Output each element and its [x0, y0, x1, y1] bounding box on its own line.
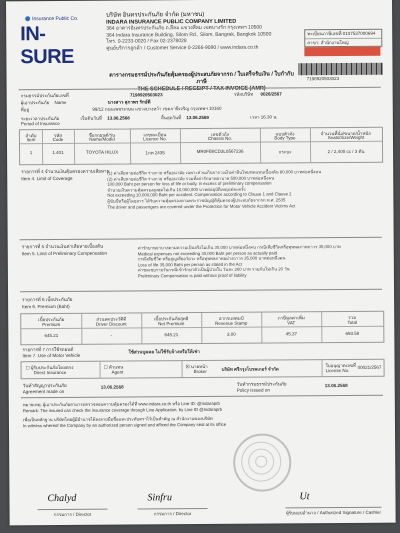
header-red-bar: [304, 47, 380, 57]
company-service: ศูนย์บริการลูกค้า / Customer Service 0-2266-9090 / www.indara.co.th: [106, 44, 259, 52]
company-info: [106, 11, 306, 51]
stamp-value: 3.00: [226, 331, 236, 337]
director-signature-1: Chalyd: [47, 492, 77, 505]
company-phone: โทร. 0-2233-0020 / Fax 02-2378028: [106, 38, 187, 45]
agreement-date: 13.06.2568: [100, 384, 124, 390]
license-number: 00021/2567: [357, 364, 382, 370]
authorized-signature: Ut: [299, 491, 310, 503]
coverage-label-en: Item 4. Limit of Coverage: [21, 175, 73, 182]
vehicle-plate: 1กท 2435: [145, 150, 165, 156]
logo-tagline: Insurance Public Co.: [32, 15, 79, 23]
policy-document: Insurance Public Co. IN-SURE บริษัท อินทรประกันภัย จำกัด (มหาชน) INDARA INSURANCE PUBLIC COMPANY LIMITED 364 อาคารอินทรประกันภัย ถ.สีลม แขวงสีลม เขตบางรัก กรุงเทพฯ 10500 364 Indara Insurance Building, Silom Rd., Silom, Bangrak, Bangkok 10500 โทร. 0-2233-0020 / Fax 02-2378028 ศูนย์บริการลูกค้า / Customer Service 0-2266-9090 / www.indara.co.th ทะเบียนภาษีเลขที่ 0107537000694 สาขา: สำนักงานใหญ่ 7198920503023 ตารางกรมธรรม์ประกันภัยคุ้มครองผู้ประสบภัยจากรถ / ใบเสร็จรับเงิน / ใบกำกับภาษี THE SCHEDULE / RECEIPT / TAX INVOICE (AMR) กรมธรรม์ประกันภัยเลขที่ 7198920503023 รหัสบริษัท 0026/2567 ผู้เอาประกันภัย Name นางสาว สุภาพร รักษ์ดี ที่อยู่ 99/12 ถนนเพชรเกษม แขวงบางหว้า เขตภาษีเจริญ กรุงเทพฯ 10160 ระยะเวลาประกันภัย เริ่มต้นวันที่ 13.06.2568 สิ้นสุดวันที่ 13.06.2569 เวลา 16.30 น. Period of Insurance ลำดับ รหัส ชื่อรถยนต์/รุ่น เลขทะเบียน เลขตัวถัง แบบตัวถัง จำนวนที่นั่ง/ขนาด/น้ำหนัก Item Code Name/Model Licence No. Chassis No. Body Type Seats/Size/Weight 1 1.401 TOYOTA HILUX 1กท 2435 MR0FB8CD3L0567236 กระบะ 2 / 2,400 cc / 3 ตัน รายการที่ 4 จำนวนเงินคุ้มครองความเสียหาย Item 4. Limit of Coverage (1) ค่าเสียหายต่อชีวิต ร่างกาย หรืออนามัย เฉพาะส่วนเกินจากวงเงินค่าสินไหมทดแทนเบื้องต้น 80,000 บาทต่อหนึ่งคน (2) ค่าเสียหายต่อชีวิต ร่างกาย หรืออนามัย รวมทั้งค่ารักษาพยาบาล 500,000 บาทต่อหนึ่งคน 100,000 Baht per person for loss of life or body, in excess of preliminary compensation จำนวนเงินความคุ้มครองสูงสุดไม่เกิน 10,000,000 บาทต่ออุบัติเหตุแต่ละครั้ง Not exceeding 10,000,000 Baht per accident. Compensation according to Clause 1 and Clause 2 ผู้ขับขี่หรือผู้โดยสาร ได้รับความคุ้มครองตามพระราชบัญญัติคุ้มครองผู้ประสบภัยจากรถ พ.ศ. 2535 The driver and passengers are covered under the Protection for Motor Vehicle Accident Victims Act รายการที่ 5 จำนวนเงินค่าเสียหายเบื้องต้น Item 5. Limit of Preliminary Compensation ค่ารักษาพยาบาลตามความเป็นจริงไม่เกิน 30,000 บาทต่อหนึ่งคน กรณีเสียชีวิตหรือทุพพลภาพถาวร 35,000 บาท Medical expenses not exceeding 30,000 Baht per person as actually paid กรณีเสียชีวิต หรือสูญเสียอวัยวะ หรือทุพพลภาพอย่างถาวร 35,000 บาทต่อหนึ่งคน Loss of life 35,000 Baht per person as stated in the Act ค่าชดเชยรายวันกรณีเข้ารักษาตัวเป็นผู้ป่วยใน วันละ 200 บาท รวมกันไม่เกิน 20 วัน Preliminary Compensation is paid without proof of liability รายการที่ 6 เบี้ยประกันภัย Item 6. Premium (Baht) เบี้ยประกันภัย ส่วนลดประวัติดี เบี้ยประกันภัยสุทธิ อากรแสตมป์ ภาษีมูลค่าเพิ่ม รวม Premium Driver Discount Net Premium Revenue Stamp VAT Total 645.21 - 645.21 3.00 45.37 693.58 รายการที่ 7 การใช้รถยนต์ Item 7. Use of Motor Vehicle ใช้ส่วนบุคคล ไม่ใช้รับจ้างหรือให้เช่า ☐ ผู้รับประกันภัยโดยตรง Direct Insurance ☐ ตัวแทน Agent ☒ นายหน้า Broker บริษัท ศรีกรุงโบรคเกอร์ จำกัด ใบอนุญาตเลขที่ License No. 00021/2567 วันทำสัญญาประกันภัย Agreement made on 13.06.2568 วันทำกรมธรรม์ประกันภัย Policy issued on 13.06.2568 หมายเหตุ: ผู้เอาประกันภัยสามารถตรวจสอบความคุ้มครองได้ที่ www.indara.co.th หรือ Line ID: @Indaraprb Remark: The insured can check the insurance coverage through Line Application, by Line ID @Indaraprb เพื่อเป็นหลักฐาน บริษัทโดยผู้มีอำนาจได้ลงลายมือชื่อและประทับตราไว้เป็นสำคัญ ณ สำนักงานของบริษัท In witness whereof the Company by an authorized person signed and affixed the Company seal at its office Chalyd กรรมการ / Director Sinfru กรรมการ / Director Ut ผู้รับมอบอำนาจ / Authorized Signature / Cashier: [6, 0, 396, 525]
witness-en: In witness whereof the Company by an authorized person signed and affixed the Company seal at its office: [22, 421, 227, 429]
policy-number-row: กรมธรรม์ประกันภัยเลขที่ 7198920503023 รหัสบริษัท 0026/2567: [20, 91, 282, 99]
issued-date: 13.06.2568: [324, 382, 348, 389]
vehicle-item: 1: [29, 150, 33, 156]
broker-name: บริษัท ศรีกรุงโบรคเกอร์ จำกัด: [221, 366, 279, 372]
insured-row: ผู้เอาประกันภัย Name นางสาว สุภาพร รักษ์ดี: [20, 99, 151, 106]
premium-value: 645.21: [44, 332, 59, 339]
vehicle-body: กระบะ: [278, 149, 292, 155]
company-name-th: บริษัท อินทรประกันภัย จำกัด (มหาชน): [106, 11, 205, 19]
agent-table: ☐ ผู้รับประกันภัยโดยตรง Direct Insurance ☐ ตัวแทน Agent ☒ นายหน้า Broker บริษัท ศรีกรุงโบรคเกอร์ จำกัด ใบอนุญาตเลขที่ License No. 00021/2567: [21, 359, 385, 380]
divider: [20, 237, 382, 241]
agent-checkbox: ☐ ตัวแทน: [103, 364, 124, 370]
authorized-label: ผู้รับมอบอำนาจ / Authorized Signature / Cashier: [286, 509, 382, 516]
period-label-en: Period of Insurance: [20, 120, 60, 127]
insured-address: 99/12 ถนนเพชรเกษม แขวงบางหว้า เขตภาษีเจริญ กรุงเทพฯ 10160: [92, 105, 222, 112]
address-row: ที่อยู่ 99/12 ถนนเพชรเกษม แขวงบางหว้า เขตภาษีเจริญ กรุงเทพฯ 10160: [20, 105, 222, 113]
divider: [20, 289, 382, 293]
vehicle-code: 1.401: [52, 149, 64, 156]
witness-th: เพื่อเป็นหลักฐาน บริษัทโดยผู้มีอำนาจได้ลงลายมือชื่อและประทับตราไว้เป็นสำคัญ ณ สำนักงานของบริษัท: [22, 415, 213, 423]
premium-label-en: Item 6. Premium (Baht): [22, 303, 70, 310]
director-signature-2: Sinfru: [147, 492, 172, 504]
barcode-number: 7198920503023: [306, 76, 340, 82]
preliminary-text: ค่ารักษาพยาบาลตามความเป็นจริงไม่เกิน 30,000 บาทต่อหนึ่งคน กรณีเสียชีวิตหรือทุพพลภาพถาวร 35,000 บาท Medical expenses not exceeding 30,000 Baht per person as actually paid กรณีเสียชีวิต หรือสูญเสียอวัยวะ หรือทุพพลภาพอย่างถาวร 35,000 บาทต่อหนึ่งคน Loss of life 35,000 Baht per person as stated in the Act ค่าชดเชยรายวันกรณีเข้ารักษาตัวเป็นผู้ป่วยใน วันละ 200 บาท รวมกันไม่เกิน 20 วัน Preliminary Compensation is paid without proof of liability: [137, 244, 341, 279]
company-name-en: INDARA INSURANCE PUBLIC COMPANY LIMITED: [106, 18, 237, 26]
use-value: ใช้ส่วนบุคคล ไม่ใช้รับจ้างหรือให้เช่า: [128, 349, 200, 355]
period-to: 13.06.2569: [186, 114, 209, 121]
director-label-2: กรรมการ / Director: [153, 511, 192, 517]
vehicle-model: TOYOTA HILUX: [85, 149, 119, 155]
tax-registration-box: [304, 29, 382, 48]
premium-table: เบี้ยประกันภัย ส่วนลดประวัติดี เบี้ยประกันภัยสุทธิ อากรแสตมป์ ภาษีมูลค่าเพิ่ม รวม Premium Driver Discount Net Premium Revenue Stamp VAT Total 645.21 - 645.21 3.00 45.37 693.58: [20, 311, 384, 346]
coverage-label: รายการที่ 4 จำนวนเงินคุ้มครองความเสียหาย: [21, 168, 110, 175]
vat-value: 45.37: [285, 331, 297, 337]
company-seal: [233, 433, 291, 491]
insured-name: นางสาว สุภาพร รักษ์ดี: [107, 99, 151, 105]
title-th: ตารางกรมธรรม์ประกันภัยคุ้มครองผู้ประสบภัยจากรถ / ใบเสร็จรับเงิน / ใบกำกับภาษี: [109, 71, 294, 86]
use-label: รายการที่ 7 การใช้รถยนต์: [22, 346, 74, 353]
preliminary-label-en: Item 5. Limit of Preliminary Compensation: [21, 250, 108, 257]
vehicle-table: ลำดับ รหัส ชื่อรถยนต์/รุ่น เลขทะเบียน เลขตัวถัง แบบตัวถัง จำนวนที่นั่ง/ขนาด/น้ำหนัก Item Code Name/Model Licence No. Chassis No. Body Type Seats/Size/Weight 1 1.401 TOYOTA HILUX 1กท 2435 MR0FB8CD3L0567236 กระบะ 2 / 2,400 cc / 3 ตัน: [19, 127, 383, 166]
company-logo: [20, 15, 98, 69]
net-premium-value: 645.21: [164, 332, 179, 338]
logo-text: IN-SURE: [20, 23, 75, 69]
vehicle-seats: 2 / 2,400 cc / 3 ตัน: [327, 148, 365, 155]
title-en: THE SCHEDULE / RECEIPT / TAX INVOICE (AMR): [137, 85, 266, 93]
tax-id: ทะเบียนภาษีเลขที่ 0107537000694: [305, 30, 381, 40]
company-address-en: 364 Indara Insurance Building, Silom Rd., Silom, Bangrak, Bangkok 10500: [106, 30, 272, 39]
company-address-th: 364 อาคารอินทรประกันภัย ถ.สีลม แขวงสีลม เขตบางรัก กรุงเทพฯ 10500: [106, 24, 262, 32]
logo-mark-icon: [25, 16, 30, 21]
use-label-en: Item 7. Use of Motor Vehicle: [22, 352, 81, 359]
vehicle-chassis: MR0FB8CD3L0567236: [196, 148, 244, 155]
barcode: [298, 63, 382, 76]
direct-checkbox: ☐ ผู้รับประกันภัยโดยตรง: [25, 364, 74, 371]
branch: สาขา: สำนักงานใหญ่: [305, 39, 381, 49]
total-value: 693.58: [345, 330, 360, 336]
discount-value: -: [110, 332, 113, 338]
premium-label: รายการที่ 6 เบี้ยประกันภัย: [22, 296, 73, 303]
director-label-1: กรรมการ / Director: [53, 511, 92, 518]
period-from: 13.06.2568: [107, 115, 130, 121]
coverage-text: (1) ค่าเสียหายต่อชีวิต ร่างกาย หรืออนามัย เฉพาะส่วนเกินจากวงเงินค่าสินไหมทดแทนเบื้องต้น 80,000 บาทต่อหนึ่งคน (2) ค่าเสียหายต่อชีวิต ร่างกาย หรืออนามัย รวมทั้งค่ารักษาพยาบาล 500,000 บาทต่อหนึ่งคน 100,000 Baht per person for loss of life or body, in excess of preliminary compensation จำนวนเงินความคุ้มครองสูงสุดไม่เกิน 10,000,000 บาทต่ออุบัติเหตุแต่ละครั้ง Not exceeding 10,000,000 Baht per accident. Compensation according to Clause 1 and Clause 2 ผู้ขับขี่หรือผู้โดยสาร ได้รับความคุ้มครองตามพระราชบัญญัติคุ้มครองผู้ประสบภัยจากรถ พ.ศ. 2535 The driver and passengers are covered under the Protection for Motor Vehicle Accident Victims Act: [107, 169, 322, 210]
period-row: ระยะเวลาประกันภัย เริ่มต้นวันที่ 13.06.2568 สิ้นสุดวันที่ 13.06.2569 เวลา 16.30 น.: [20, 114, 278, 122]
remark-en: Remark: The insured can check the insurance coverage through Line Application, by Line ID @Indaraprb: [22, 406, 223, 414]
policy-number: 7198920503023: [130, 92, 163, 98]
preliminary-label: รายการที่ 5 จำนวนเงินค่าเสียหายเบื้องต้น: [21, 243, 104, 250]
broker-checkbox: ☒ นายหน้า: [185, 363, 208, 370]
company-code: 0026/2567: [260, 91, 282, 97]
divider: [21, 395, 383, 399]
remark-th: หมายเหตุ: ผู้เอาประกันภัยสามารถตรวจสอบความคุ้มครองได้ที่ www.indara.co.th หรือ Line ID: @Indaraprb: [22, 400, 220, 408]
